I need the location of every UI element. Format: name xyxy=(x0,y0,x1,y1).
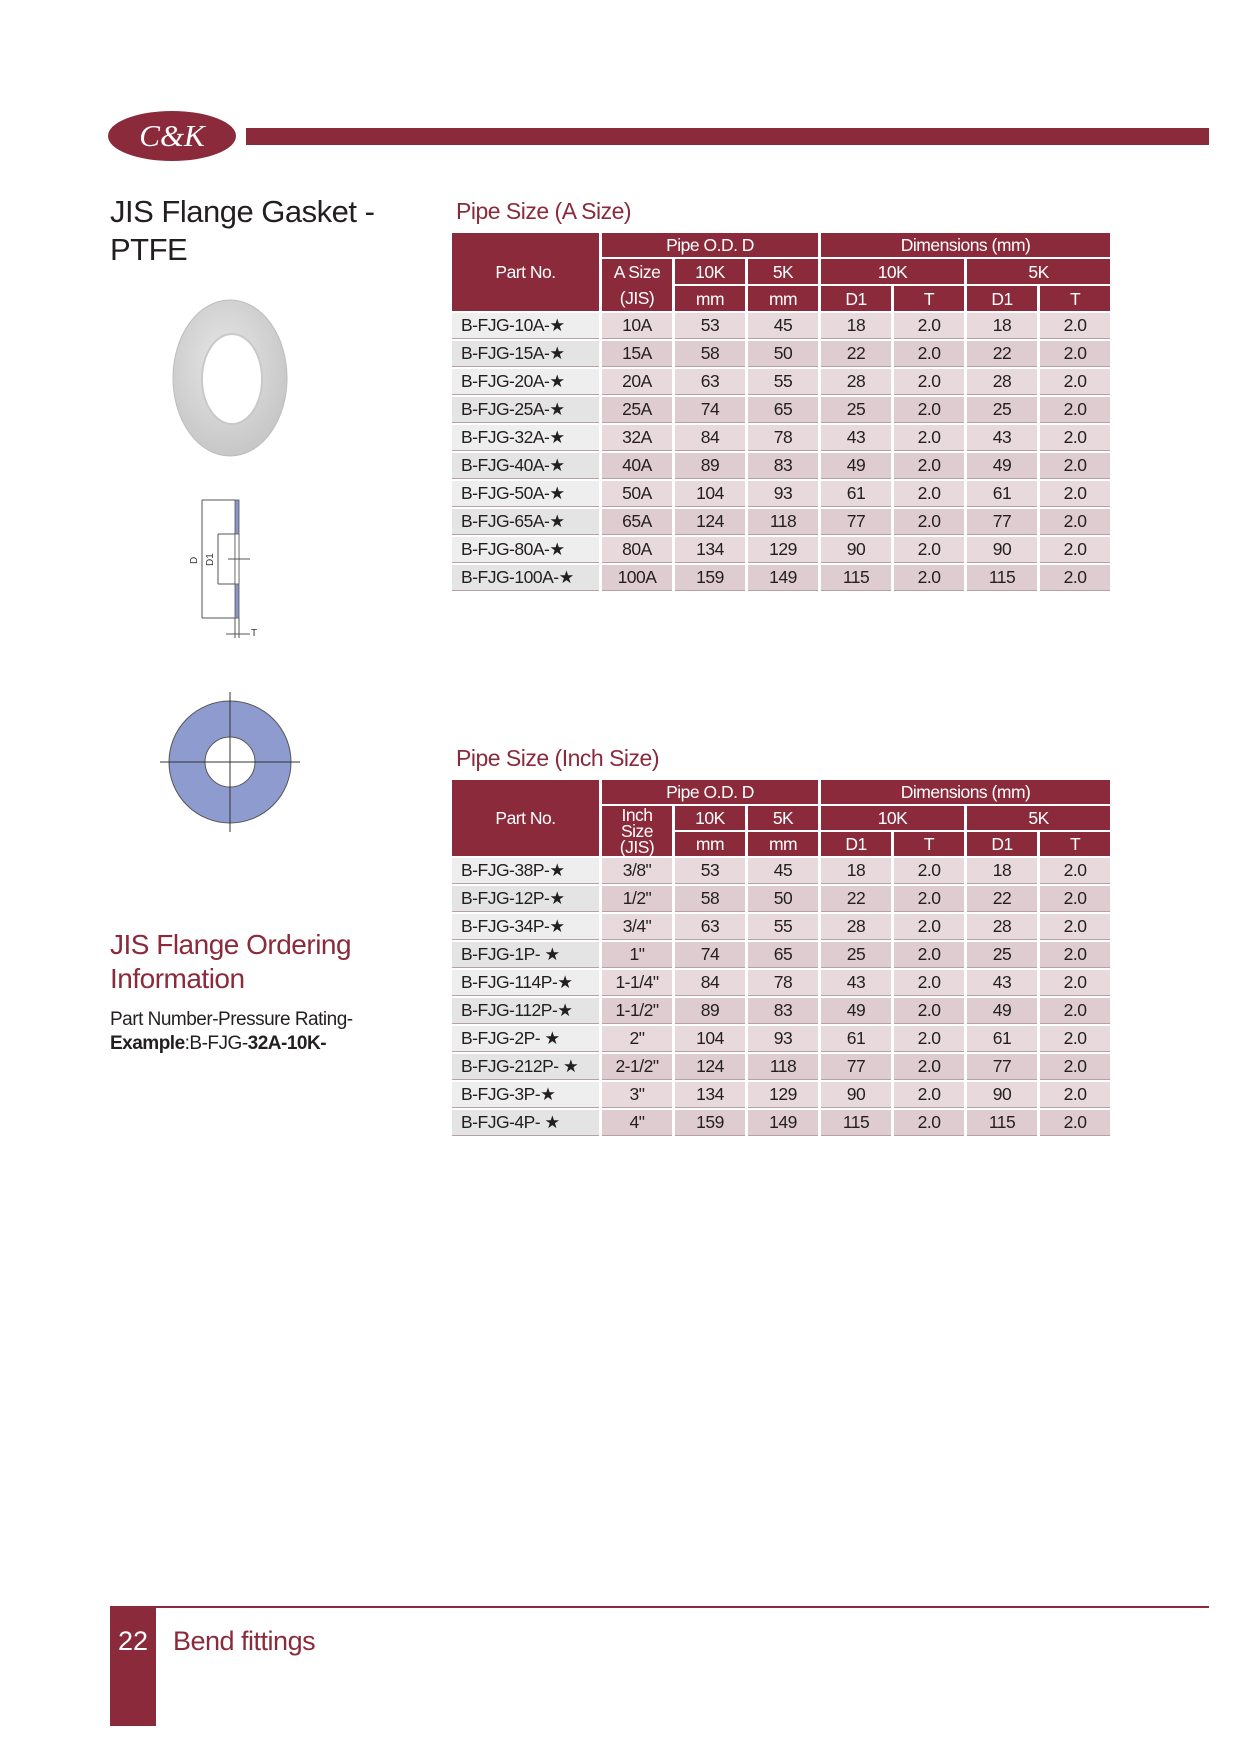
header-bar xyxy=(246,128,1209,145)
cell-t-5k: 2.0 xyxy=(1040,341,1110,367)
cell-d1-10k: 22 xyxy=(821,341,891,367)
header-mm-10k: mm xyxy=(675,286,745,311)
cell-od-5k: 93 xyxy=(748,1026,818,1052)
cell-size: 10A xyxy=(602,313,672,339)
cell-od-10k: 104 xyxy=(675,1026,745,1052)
cell-size: 2" xyxy=(602,1026,672,1052)
header-size-line2: (JIS) xyxy=(619,288,655,308)
cell-od-5k: 118 xyxy=(748,1054,818,1080)
header-size-line1: Inch xyxy=(621,805,653,825)
header-pipe-od: Pipe O.D. D xyxy=(602,233,818,257)
table-row xyxy=(452,886,1110,912)
cell-part-no: B-FJG-10A-★ xyxy=(452,313,599,339)
table-row xyxy=(452,942,1110,968)
cell-d1-10k: 22 xyxy=(821,886,891,912)
page-number: 22 xyxy=(117,1626,149,1656)
cell-part-no: B-FJG-212P- ★ xyxy=(452,1054,599,1080)
cell-t-5k: 2.0 xyxy=(1040,397,1110,423)
cell-size: 3/8" xyxy=(602,858,672,884)
cell-od-5k: 45 xyxy=(748,313,818,339)
cell-od-5k: 65 xyxy=(748,942,818,968)
cell-d1-5k: 43 xyxy=(967,970,1037,996)
cell-t-10k: 2.0 xyxy=(894,1054,964,1080)
ordering-example xyxy=(110,1032,353,1056)
cell-part-no: B-FJG-65A-★ xyxy=(452,509,599,535)
cell-od-5k: 129 xyxy=(748,1082,818,1108)
header-size-line2: Size xyxy=(620,821,654,841)
cell-d1-5k: 28 xyxy=(967,914,1037,940)
table-row xyxy=(452,509,1110,535)
label-d1: D1 xyxy=(205,553,216,566)
ordering-title xyxy=(110,928,410,996)
cell-size: 100A xyxy=(602,565,672,591)
cell-t-10k: 2.0 xyxy=(894,537,964,563)
cell-t-10k: 2.0 xyxy=(894,369,964,395)
cell-t-5k: 2.0 xyxy=(1040,481,1110,507)
cell-od-5k: 149 xyxy=(748,1110,818,1136)
cell-part-no: B-FJG-4P- ★ xyxy=(452,1110,599,1136)
cell-part-no: B-FJG-34P-★ xyxy=(452,914,599,940)
cell-part-no: B-FJG-100A-★ xyxy=(452,565,599,591)
label-t: T xyxy=(251,628,258,639)
cell-od-10k: 58 xyxy=(675,341,745,367)
cell-t-5k: 2.0 xyxy=(1040,313,1110,339)
footer-section-title: Bend fittings xyxy=(173,1626,316,1656)
cell-size: 50A xyxy=(602,481,672,507)
cell-d1-10k: 49 xyxy=(821,453,891,479)
cell-size: 40A xyxy=(602,453,672,479)
table-row xyxy=(452,481,1110,507)
cell-t-5k: 2.0 xyxy=(1040,1082,1110,1108)
cell-t-5k: 2.0 xyxy=(1040,970,1110,996)
gasket-photo xyxy=(160,295,300,460)
brand-logo: C&K xyxy=(108,111,236,161)
table-inch-title: Pipe Size (Inch Size) xyxy=(456,745,659,771)
cell-od-10k: 89 xyxy=(675,998,745,1024)
title-line-1: JIS Flange Gasket - xyxy=(110,194,375,229)
cell-d1-10k: 61 xyxy=(821,481,891,507)
cell-od-5k: 78 xyxy=(748,425,818,451)
table-row xyxy=(452,313,1110,339)
table-row xyxy=(452,858,1110,884)
cell-d1-5k: 77 xyxy=(967,509,1037,535)
cell-od-10k: 134 xyxy=(675,537,745,563)
cell-part-no: B-FJG-2P- ★ xyxy=(452,1026,599,1052)
cell-t-5k: 2.0 xyxy=(1040,369,1110,395)
cell-d1-10k: 77 xyxy=(821,1054,891,1080)
footer-line xyxy=(110,1606,1209,1608)
cell-part-no: B-FJG-3P-★ xyxy=(452,1082,599,1108)
cell-d1-10k: 43 xyxy=(821,425,891,451)
table-row xyxy=(452,397,1110,423)
table-inch-size xyxy=(449,778,1113,1138)
cell-od-10k: 53 xyxy=(675,313,745,339)
table-row xyxy=(452,1110,1110,1136)
cell-t-10k: 2.0 xyxy=(894,914,964,940)
cell-od-10k: 124 xyxy=(675,1054,745,1080)
section-drawing xyxy=(180,492,270,644)
header-d1-10k: D1 xyxy=(821,286,891,311)
header-10k: 10K xyxy=(675,259,745,284)
header-dim-10k: 10K xyxy=(821,806,964,830)
cell-t-10k: 2.0 xyxy=(894,425,964,451)
cell-d1-5k: 115 xyxy=(967,565,1037,591)
cell-od-5k: 55 xyxy=(748,369,818,395)
cell-size: 1-1/2" xyxy=(602,998,672,1024)
cell-od-5k: 65 xyxy=(748,397,818,423)
cell-t-10k: 2.0 xyxy=(894,1082,964,1108)
table-row xyxy=(452,914,1110,940)
cell-t-10k: 2.0 xyxy=(894,858,964,884)
cell-part-no: B-FJG-25A-★ xyxy=(452,397,599,423)
cell-d1-10k: 77 xyxy=(821,509,891,535)
cell-d1-10k: 43 xyxy=(821,970,891,996)
cell-part-no: B-FJG-80A-★ xyxy=(452,537,599,563)
header-mm-5k: mm xyxy=(748,832,818,856)
cell-d1-10k: 90 xyxy=(821,1082,891,1108)
header-mm-5k: mm xyxy=(748,286,818,311)
table-row xyxy=(452,369,1110,395)
cell-t-10k: 2.0 xyxy=(894,970,964,996)
cell-d1-5k: 49 xyxy=(967,453,1037,479)
cell-d1-10k: 49 xyxy=(821,998,891,1024)
cell-d1-5k: 43 xyxy=(967,425,1037,451)
cell-od-5k: 129 xyxy=(748,537,818,563)
header-dim-10k: 10K xyxy=(821,259,964,284)
cell-t-10k: 2.0 xyxy=(894,886,964,912)
cell-od-5k: 118 xyxy=(748,509,818,535)
cell-d1-5k: 22 xyxy=(967,341,1037,367)
cell-d1-5k: 115 xyxy=(967,1110,1037,1136)
cell-part-no: B-FJG-114P-★ xyxy=(452,970,599,996)
cell-size: 65A xyxy=(602,509,672,535)
cell-t-5k: 2.0 xyxy=(1040,914,1110,940)
cell-d1-10k: 18 xyxy=(821,858,891,884)
cell-d1-5k: 22 xyxy=(967,886,1037,912)
cell-d1-5k: 61 xyxy=(967,1026,1037,1052)
cell-t-10k: 2.0 xyxy=(894,942,964,968)
cell-t-10k: 2.0 xyxy=(894,565,964,591)
cell-od-10k: 159 xyxy=(675,565,745,591)
front-view-drawing xyxy=(155,690,305,840)
cell-od-5k: 149 xyxy=(748,565,818,591)
cell-t-5k: 2.0 xyxy=(1040,425,1110,451)
cell-t-10k: 2.0 xyxy=(894,1110,964,1136)
table-row xyxy=(452,970,1110,996)
cell-t-10k: 2.0 xyxy=(894,1026,964,1052)
table-row xyxy=(452,1054,1110,1080)
ordering-title-line-2: Information xyxy=(110,963,245,994)
cell-part-no: B-FJG-12P-★ xyxy=(452,886,599,912)
cell-size: 80A xyxy=(602,537,672,563)
ordering-title-line-1: JIS Flange Ordering xyxy=(110,929,352,960)
cell-od-10k: 104 xyxy=(675,481,745,507)
cell-t-5k: 2.0 xyxy=(1040,858,1110,884)
cell-d1-5k: 18 xyxy=(967,313,1037,339)
header-d1-10k: D1 xyxy=(821,832,891,856)
table-row xyxy=(452,1082,1110,1108)
cell-d1-10k: 115 xyxy=(821,1110,891,1136)
cell-t-5k: 2.0 xyxy=(1040,537,1110,563)
cell-od-5k: 78 xyxy=(748,970,818,996)
table-row xyxy=(452,341,1110,367)
cell-od-10k: 74 xyxy=(675,942,745,968)
cell-t-10k: 2.0 xyxy=(894,509,964,535)
cell-d1-10k: 18 xyxy=(821,313,891,339)
header-t-5k: T xyxy=(1040,286,1110,311)
header-10k: 10K xyxy=(675,806,745,830)
cell-t-10k: 2.0 xyxy=(894,313,964,339)
cell-od-5k: 50 xyxy=(748,341,818,367)
cell-od-5k: 83 xyxy=(748,453,818,479)
cell-d1-5k: 61 xyxy=(967,481,1037,507)
cell-d1-10k: 25 xyxy=(821,397,891,423)
cell-od-10k: 63 xyxy=(675,369,745,395)
cell-t-10k: 2.0 xyxy=(894,998,964,1024)
cell-t-10k: 2.0 xyxy=(894,341,964,367)
cell-size: 3/4" xyxy=(602,914,672,940)
cell-t-5k: 2.0 xyxy=(1040,509,1110,535)
ordering-text xyxy=(110,1008,353,1056)
table-row xyxy=(452,425,1110,451)
header-5k: 5K xyxy=(748,806,818,830)
table-a-title: Pipe Size (A Size) xyxy=(456,198,632,224)
cell-od-10k: 53 xyxy=(675,858,745,884)
cell-d1-5k: 18 xyxy=(967,858,1037,884)
header-dim-5k: 5K xyxy=(967,806,1110,830)
example-code: 32A-10K- xyxy=(247,1033,327,1054)
cell-od-5k: 93 xyxy=(748,481,818,507)
cell-t-5k: 2.0 xyxy=(1040,998,1110,1024)
cell-size: 2-1/2" xyxy=(602,1054,672,1080)
cell-size: 1" xyxy=(602,942,672,968)
cell-d1-10k: 115 xyxy=(821,565,891,591)
cell-od-10k: 58 xyxy=(675,886,745,912)
cell-od-10k: 74 xyxy=(675,397,745,423)
cell-od-5k: 50 xyxy=(748,886,818,912)
cell-t-10k: 2.0 xyxy=(894,397,964,423)
cell-part-no: B-FJG-50A-★ xyxy=(452,481,599,507)
cell-d1-10k: 28 xyxy=(821,369,891,395)
cell-d1-5k: 49 xyxy=(967,998,1037,1024)
cell-od-5k: 55 xyxy=(748,914,818,940)
cell-d1-10k: 90 xyxy=(821,537,891,563)
cell-d1-10k: 25 xyxy=(821,942,891,968)
header-d1-5k: D1 xyxy=(967,832,1037,856)
cell-t-5k: 2.0 xyxy=(1040,453,1110,479)
table-row xyxy=(452,537,1110,563)
header-dimensions: Dimensions (mm) xyxy=(821,780,1110,804)
header-dimensions: Dimensions (mm) xyxy=(821,233,1110,257)
header-t-10k: T xyxy=(894,286,964,311)
cell-d1-5k: 90 xyxy=(967,1082,1037,1108)
cell-part-no: B-FJG-32A-★ xyxy=(452,425,599,451)
cell-size: 1/2" xyxy=(602,886,672,912)
example-label: Example xyxy=(110,1033,185,1054)
cell-size: 25A xyxy=(602,397,672,423)
cell-t-5k: 2.0 xyxy=(1040,1110,1110,1136)
cell-size: 20A xyxy=(602,369,672,395)
header-size xyxy=(602,806,672,856)
cell-od-10k: 84 xyxy=(675,970,745,996)
example-prefix: :B-FJG- xyxy=(184,1033,248,1054)
cell-part-no: B-FJG-38P-★ xyxy=(452,858,599,884)
cell-d1-10k: 28 xyxy=(821,914,891,940)
title-line-2: PTFE xyxy=(110,232,188,267)
cell-t-5k: 2.0 xyxy=(1040,942,1110,968)
header-size-line1: A Size xyxy=(613,262,661,282)
header-size xyxy=(602,259,672,311)
cell-od-5k: 83 xyxy=(748,998,818,1024)
table-row xyxy=(452,998,1110,1024)
table-row xyxy=(452,453,1110,479)
table-a-size xyxy=(449,231,1113,593)
header-part-no: Part No. xyxy=(452,233,599,311)
cell-d1-5k: 90 xyxy=(967,537,1037,563)
cell-d1-5k: 28 xyxy=(967,369,1037,395)
cell-part-no: B-FJG-20A-★ xyxy=(452,369,599,395)
cell-part-no: B-FJG-40A-★ xyxy=(452,453,599,479)
cell-od-5k: 45 xyxy=(748,858,818,884)
label-d: D xyxy=(189,556,200,564)
header-size-line3: (JIS) xyxy=(619,837,655,857)
cell-od-10k: 63 xyxy=(675,914,745,940)
cell-part-no: B-FJG-15A-★ xyxy=(452,341,599,367)
cell-size: 1-1/4" xyxy=(602,970,672,996)
cell-size: 15A xyxy=(602,341,672,367)
header-5k: 5K xyxy=(748,259,818,284)
cell-size: 3" xyxy=(602,1082,672,1108)
cell-od-10k: 159 xyxy=(675,1110,745,1136)
cell-part-no: B-FJG-1P- ★ xyxy=(452,942,599,968)
cell-part-no: B-FJG-112P-★ xyxy=(452,998,599,1024)
cell-t-10k: 2.0 xyxy=(894,481,964,507)
cell-d1-5k: 77 xyxy=(967,1054,1037,1080)
page-title xyxy=(110,193,430,269)
ordering-format: Part Number-Pressure Rating- xyxy=(110,1009,353,1030)
header-part-no: Part No. xyxy=(452,780,599,856)
cell-t-5k: 2.0 xyxy=(1040,1026,1110,1052)
cell-d1-5k: 25 xyxy=(967,942,1037,968)
header-pipe-od: Pipe O.D. D xyxy=(602,780,818,804)
header-d1-5k: D1 xyxy=(967,286,1037,311)
cell-d1-5k: 25 xyxy=(967,397,1037,423)
cell-t-5k: 2.0 xyxy=(1040,565,1110,591)
cell-size: 4" xyxy=(602,1110,672,1136)
cell-od-10k: 134 xyxy=(675,1082,745,1108)
cell-size: 32A xyxy=(602,425,672,451)
header-t-5k: T xyxy=(1040,832,1110,856)
cell-t-5k: 2.0 xyxy=(1040,1054,1110,1080)
header-mm-10k: mm xyxy=(675,832,745,856)
header-dim-5k: 5K xyxy=(967,259,1110,284)
cell-t-5k: 2.0 xyxy=(1040,886,1110,912)
table-row xyxy=(452,565,1110,591)
cell-t-10k: 2.0 xyxy=(894,453,964,479)
cell-d1-10k: 61 xyxy=(821,1026,891,1052)
cell-od-10k: 124 xyxy=(675,509,745,535)
header-t-10k: T xyxy=(894,832,964,856)
table-row xyxy=(452,1026,1110,1052)
cell-od-10k: 84 xyxy=(675,425,745,451)
cell-od-10k: 89 xyxy=(675,453,745,479)
